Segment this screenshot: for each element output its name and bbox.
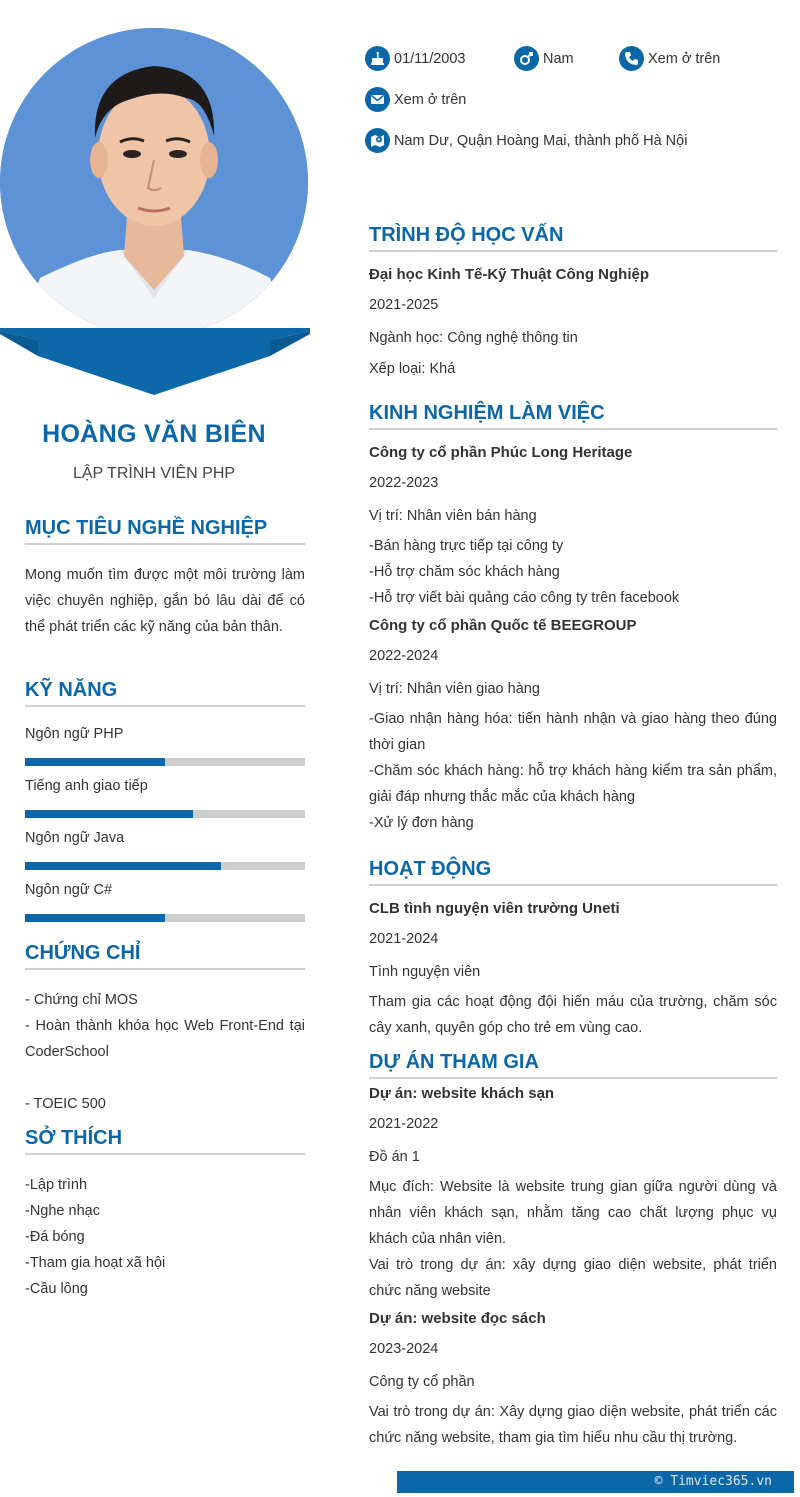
skill-item — [25, 830, 305, 882]
job-duty: -Hỗ trợ viết bài quảng cáo công ty trên facebook — [369, 590, 680, 606]
education-school: Đại học Kinh Tế-Kỹ Thuật Công Nghiệp — [369, 266, 649, 283]
project-period: 2023-2024 — [369, 1341, 439, 1357]
job-duty: -Giao nhận hàng hóa: tiến hành nhận và giao hàng theo đúng thời gian — [369, 711, 777, 753]
skill-bar — [25, 758, 305, 766]
address-info — [365, 128, 687, 153]
project-client: Công ty cổ phần — [369, 1374, 475, 1390]
hobbies-section — [25, 1127, 305, 1302]
phone-icon — [619, 46, 644, 71]
project-desc: Vai trò trong dự án: xây dựng giao diện website, phát triển chức năng website — [369, 1257, 777, 1299]
gender-info — [514, 46, 574, 71]
activity-period: 2021-2024 — [369, 931, 439, 947]
skill-bar-fill — [25, 758, 165, 766]
ribbon-decoration — [0, 328, 310, 398]
skill-name: Ngôn ngữ Java — [25, 830, 125, 846]
skill-name: Ngôn ngữ PHP — [25, 726, 124, 742]
job-title: LẬP TRÌNH VIÊN PHP — [72, 465, 236, 482]
activity-desc: Tham gia các hoạt động đội hiến máu của trường, chăm sóc cây xanh, quyên góp cho trẻ em vùng cao. — [369, 994, 777, 1036]
job-company: Công ty cổ phần Quốc tế BEEGROUP — [369, 617, 637, 634]
map-pin-icon — [365, 128, 390, 153]
email-value: Xem ở trên — [394, 91, 467, 108]
education-title: TRÌNH ĐỘ HỌC VẤN — [369, 224, 777, 252]
skill-bar-fill — [25, 810, 193, 818]
certificates-title: CHỨNG CHỈ — [25, 942, 305, 970]
cake-icon — [365, 46, 390, 71]
job-duty: -Bán hàng trực tiếp tại công ty — [369, 538, 564, 554]
certificate-item: - Chứng chỉ MOS — [25, 992, 138, 1008]
job-period: 2022-2024 — [369, 648, 439, 664]
activity-org: CLB tình nguyện viên trường Uneti — [369, 900, 620, 917]
skill-item — [25, 882, 305, 934]
email-info — [365, 87, 466, 112]
skill-item — [25, 726, 305, 778]
certificate-item: - TOEIC 500 — [25, 1096, 106, 1112]
skill-name: Ngôn ngữ C# — [25, 882, 113, 898]
birthday-info — [365, 46, 466, 71]
project-name: Dự án: website đọc sách — [369, 1310, 546, 1327]
mail-icon — [365, 87, 390, 112]
experience-section — [369, 402, 777, 836]
job-position: Vị trí: Nhân viên bán hàng — [369, 508, 537, 524]
skill-bar — [25, 862, 305, 870]
activities-title: HOẠT ĐỘNG — [369, 858, 777, 886]
candidate-name: HOÀNG VĂN BIÊN — [42, 420, 266, 448]
skill-item — [25, 778, 305, 830]
skills-section — [25, 679, 305, 934]
skill-bar — [25, 914, 305, 922]
projects-section — [369, 1051, 777, 1451]
phone-value: Xem ở trên — [648, 50, 721, 67]
address-value: Nam Dư, Quận Hoàng Mai, thành phố Hà Nội — [394, 132, 688, 149]
job-period: 2022-2023 — [369, 475, 439, 491]
skills-title: KỸ NĂNG — [25, 679, 305, 707]
skill-bar-fill — [25, 862, 221, 870]
activities-section — [369, 858, 777, 1041]
projects-title: DỰ ÁN THAM GIA — [369, 1051, 777, 1079]
hobbies-title: SỞ THÍCH — [25, 1127, 305, 1155]
job-duty: -Xử lý đơn hàng — [369, 815, 474, 831]
certificates-section — [25, 942, 305, 1117]
avatar — [0, 28, 308, 336]
project-name: Dự án: website khách sạn — [369, 1085, 555, 1102]
hobby-item: -Tham gia hoạt xã hội — [25, 1255, 166, 1271]
education-period: 2021-2025 — [369, 297, 439, 313]
hobby-item: -Lập trình — [25, 1177, 88, 1193]
experience-title: KINH NGHIỆM LÀM VIỆC — [369, 402, 777, 430]
objective-title: MỤC TIÊU NGHỀ NGHIỆP — [25, 517, 305, 545]
project-client: Đồ án 1 — [369, 1149, 420, 1165]
activity-role: Tình nguyện viên — [369, 964, 481, 980]
skill-name: Tiếng anh giao tiếp — [25, 778, 148, 794]
objective-text: Mong muốn tìm được một môi trường làm việc chuyên nghiệp, gắn bó lâu dài để có thể phát triển các kỹ năng của bản thân. — [25, 567, 305, 635]
education-grade: Xếp loại: Khá — [369, 361, 456, 377]
education-major: Ngành học: Công nghệ thông tin — [369, 330, 578, 346]
hobby-item: -Nghe nhạc — [25, 1203, 100, 1219]
hobby-item: -Cầu lông — [25, 1281, 88, 1297]
phone-info — [619, 46, 720, 71]
birthday-value: 01/11/2003 — [394, 50, 466, 67]
gender-value: Nam — [543, 50, 574, 67]
project-desc: Vai trò trong dự án: Xây dựng giao diện website, phát triển các chức năng website, tham gia tìm hiểu nhu cầu thị trường. — [369, 1404, 777, 1446]
gender-icon — [514, 46, 539, 71]
watermark-footer: © Timviec365.vn — [397, 1471, 794, 1493]
skill-bar — [25, 810, 305, 818]
job-duty: -Chăm sóc khách hàng: hỗ trợ khách hàng kiểm tra sản phẩm, giải đáp nhưng thắc mắc của khách hàng — [369, 763, 777, 805]
skill-bar-fill — [25, 914, 165, 922]
certificate-item: - Hoàn thành khóa học Web Front-End tại CoderSchool — [25, 1018, 305, 1060]
job-duty: -Hỗ trợ chăm sóc khách hàng — [369, 564, 560, 580]
education-section — [369, 224, 777, 385]
job-position: Vị trí: Nhân viên giao hàng — [369, 681, 540, 697]
job-company: Công ty cổ phần Phúc Long Heritage — [369, 444, 633, 461]
project-desc: Mục đích: Website là website trung gian giữa người dùng và nhân viên khách sạn, nhằm tăng cao chất lượng phục vụ khách của nhân viên. — [369, 1179, 777, 1247]
objective-section — [25, 517, 305, 640]
project-period: 2021-2022 — [369, 1116, 439, 1132]
hobby-item: -Đá bóng — [25, 1229, 85, 1245]
